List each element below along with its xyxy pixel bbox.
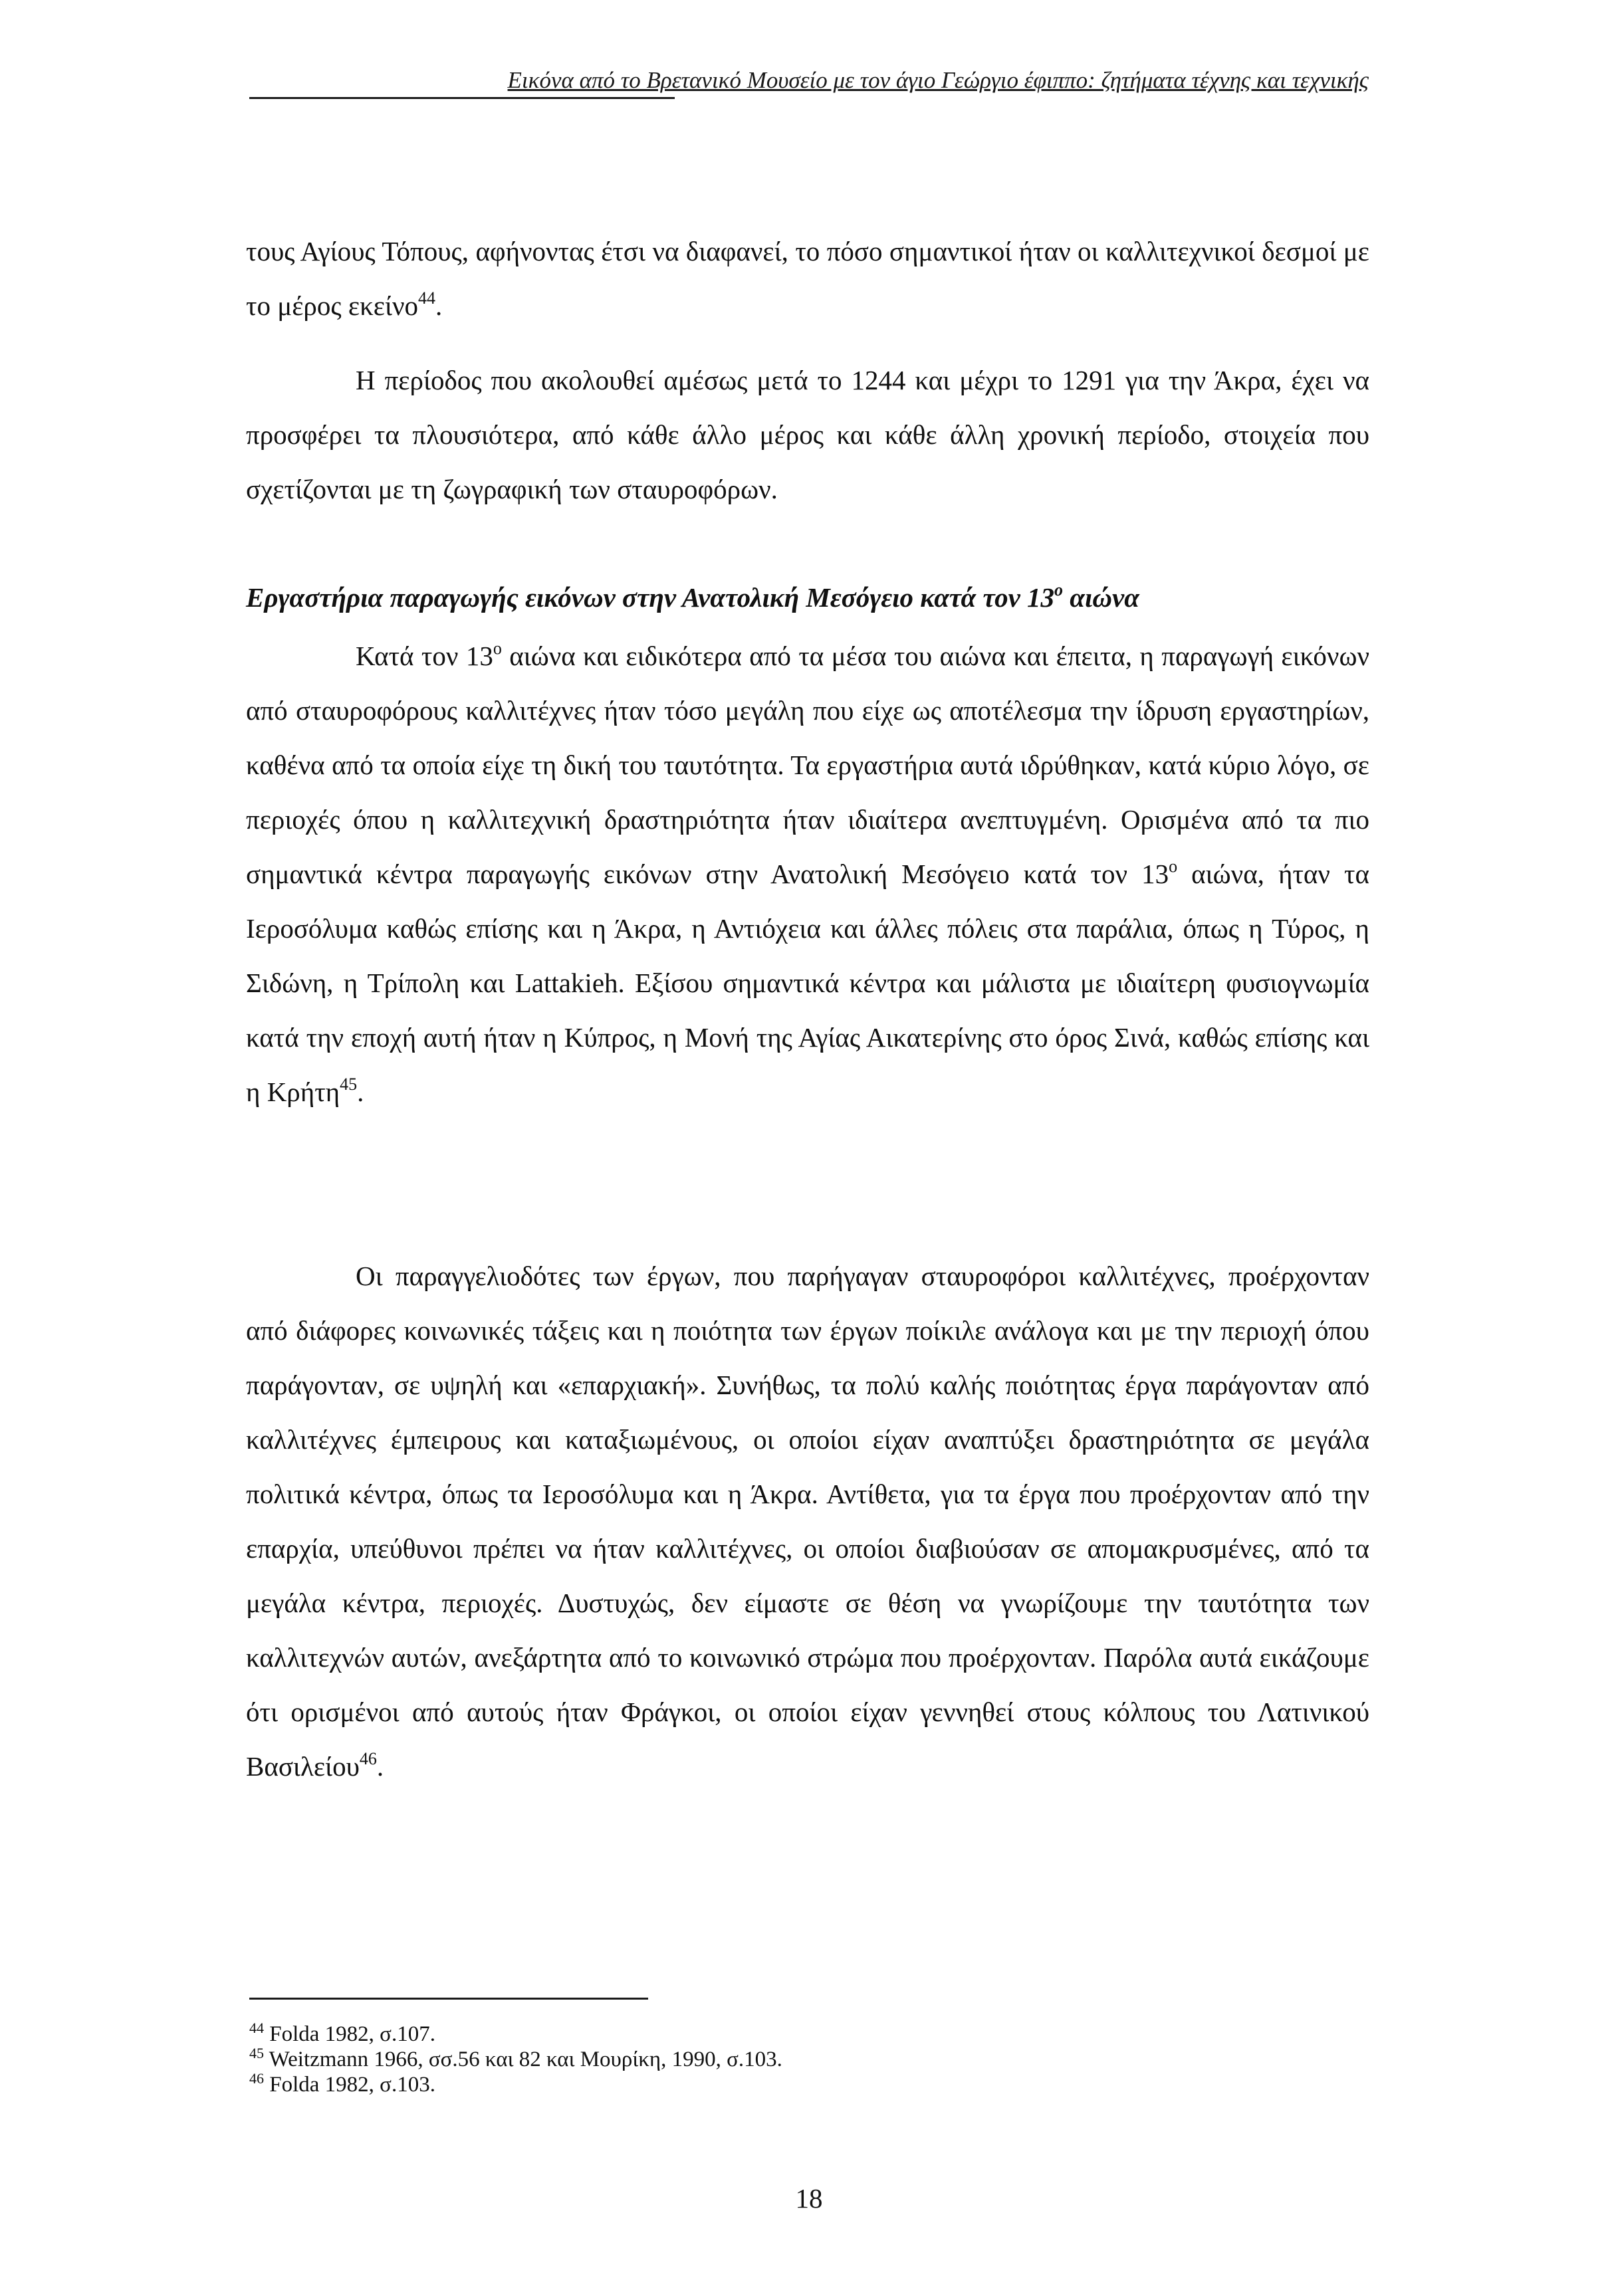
footnote-number: 46 (249, 2070, 264, 2087)
page-number: 18 (795, 2183, 823, 2214)
footnote-45 (249, 2047, 782, 2072)
footnote-rule (249, 1998, 648, 2000)
header-rule (249, 97, 675, 99)
section-heading-ordinal: ο (1054, 580, 1064, 599)
footnote-number: 45 (249, 2045, 264, 2061)
paragraph-text-b: αιώνα και ειδικότερα από τα μέσα του αιώνα και έπειτα, η παραγωγή εικόνων από σταυροφόρους καλλιτέχνες ήταν τόσο μεγάλη που είχε ως αποτέλεσμα την ίδρυση εργαστηρίων, καθένα από τα οποία είχε τη δική του ταυτότητα. Τα εργαστήρια αυτά ιδρύθηκαν, κατά κύριο λόγο, σε περιοχές όπου η καλλιτεχνική δραστηριότητα ήταν ιδιαίτερα ανεπτυγμένη. Ορισμένα από τα πιο σημαντικά κέντρα παραγωγής εικόνων στην Ανατολική Μεσόγειο κατά τον 13 (246, 641, 1369, 889)
paragraph-end: . (376, 1751, 384, 1782)
paragraph-text: τους Αγίους Τόπους, αφήνοντας έτσι να διαφανεί, το πόσο σημαντικοί ήταν οι καλλιτεχνικοί δεσμοί με το μέρος εκείνο (246, 236, 1369, 321)
paragraph-end: . (357, 1077, 364, 1107)
section-heading (246, 570, 1376, 625)
ordinal-superscript: ο (493, 639, 502, 658)
section-heading-text-end: αιώνα (1063, 582, 1139, 613)
paragraph-text-c: αιώνα, ήταν τα Ιεροσόλυμα καθώς επίσης και η Άκρα, η Αντιόχεια και άλλες πόλεις στα παράλια, όπως η Τύρος, η Σιδώνη, η Τρίπολη και Lattakieh. Εξίσου σημαντικά κέντρα και μάλιστα με ιδιαίτερη φυσιογνωμία κατά την εποχή αυτή ήταν η Κύπρος, η Μονή της Αγίας Αικατερίνης στο όρος Σινά, καθώς επίσης και η Κρήτη (246, 859, 1369, 1107)
paragraph-continued (246, 224, 1369, 333)
paragraph-end: . (435, 290, 443, 321)
footnote-text: Weitzmann 1966, σσ.56 και 82 και Μουρίκη, 1990, σ.103. (269, 2047, 782, 2071)
footnote-text: Folda 1982, σ.103. (269, 2073, 435, 2097)
section-heading-text: Εργαστήρια παραγωγής εικόνων στην Ανατολική Μεσόγειο κατά τον 13 (246, 582, 1055, 613)
paragraph-acre-period: Η περίοδος που ακολουθεί αμέσως μετά το 1244 και μέχρι το 1291 για την Άκρα, έχει να προσφέρει τα πλουσιότερα, από κάθε άλλο μέρος και κάθε άλλη χρονική περίοδο, στοιχεία που σχετίζονται με τη ζωγραφική των σταυροφόρων. (246, 365, 1369, 504)
footnote-ref-46: 46 (359, 1749, 377, 1768)
paragraph-patrons (246, 1249, 1369, 1794)
footnote-44 (249, 2022, 435, 2047)
paragraph-workshops (246, 629, 1369, 1119)
footnote-text: Folda 1982, σ.107. (269, 2022, 435, 2046)
footnote-ref-44: 44 (418, 288, 436, 308)
footnote-46 (249, 2072, 435, 2097)
paragraph-text: Οι παραγγελιοδότες των έργων, που παρήγαγαν σταυροφόροι καλλιτέχνες, προέρχονταν από διάφορες κοινωνικές τάξεις και η ποιότητα των έργων ποίκιλε ανάλογα και με την περιοχή όπου παράγονταν, σε υψηλή και «επαρχιακή». Συνήθως, τα πολύ καλής ποιότητας έργα παράγονταν από καλλιτέχνες έμπειρους και καταξιωμένους, οι οποίοι είχαν αναπτύξει δραστηριότητα σε μεγάλα πολιτικά κέντρα, όπως τα Ιεροσόλυμα και η Άκρα. Αντίθετα, για τα έργα που προέρχονταν από την επαρχία, υπεύθυνοι πρέπει να ήταν καλλιτέχνες, οι οποίοι διαβιούσαν σε απομακρυσμένες, από τα μεγάλα κέντρα, περιοχές. Δυστυχώς, δεν είμαστε σε θέση να γνωρίζουμε την ταυτότητα των καλλιτεχνών αυτών, ανεξάρτητα από το κοινωνικό στρώμα που προέρχονταν. Παρόλα αυτά εικάζουμε ότι ορισμένοι από αυτούς ήταν Φράγκοι, οι οποίοι είχαν γεννηθεί στους κόλπους του Λατινικού Βασιλείου (246, 1261, 1369, 1782)
ordinal-superscript: ο (1169, 857, 1178, 876)
footnote-ref-45: 45 (340, 1075, 358, 1094)
footnote-number: 44 (249, 2020, 264, 2036)
running-header: Εικόνα από το Βρετανικό Μουσείο με τον άγιο Γεώργιο έφιππο: ζητήματα τέχνης και τεχνικής (507, 67, 1369, 93)
paragraph-text-a: Κατά τον 13 (356, 641, 493, 671)
